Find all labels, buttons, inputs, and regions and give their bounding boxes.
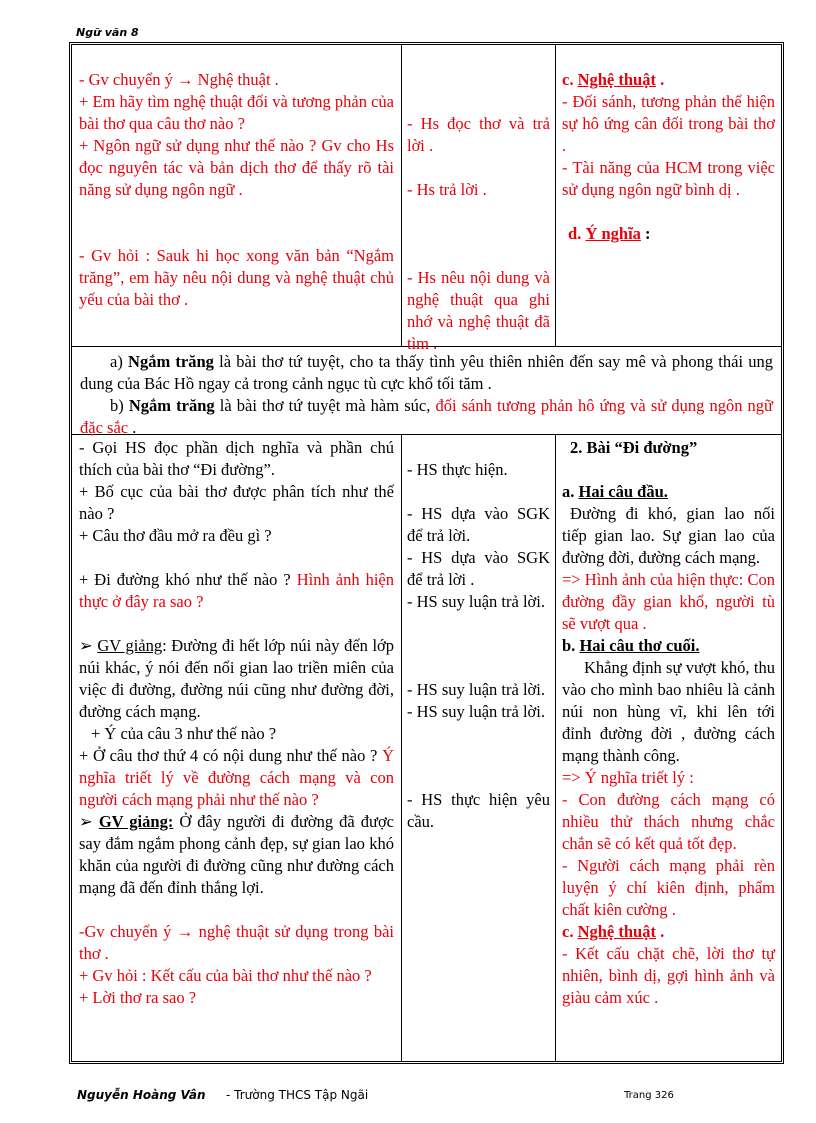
- text-line: => Hình ảnh của hiện thực: Con đường đầy gian khổ, người tù sẽ vượt qua .: [562, 570, 775, 633]
- text-line: + Ý của câu 3 như thế nào ?: [91, 724, 277, 743]
- text-line: - Con đường cách mạng có nhiều thử thách nhưng chắc chắn sẽ có kết quả tốt đẹp.: [562, 790, 775, 853]
- text-line: - Hs đọc thơ và trả lời .: [407, 114, 550, 155]
- summary-cell: [72, 347, 781, 437]
- text-line: + Câu thơ đầu mở ra đều gì ?: [79, 526, 272, 545]
- arrow-bullet-icon: ➢: [79, 812, 99, 831]
- text-line: + Ở câu thơ thứ 4 có nội dung như thế nào ? Ý nghĩa triết lý về đường cách mạng và con người cách mạng phải như thế nào ?: [79, 746, 394, 809]
- content-cell: [556, 435, 781, 1061]
- content-cell: [556, 45, 781, 346]
- text-line: - Người cách mạng phải rèn luyện ý chí kiên định, phẩm chất kiên cường .: [562, 856, 775, 919]
- footer-school: - Trường THCS Tập Ngãi: [226, 1088, 369, 1102]
- text-line: - HS suy luận trả lời.: [407, 702, 545, 721]
- section-heading: a. Hai câu đầu.: [562, 482, 668, 501]
- section-heading: c. Nghệ thuật .: [562, 70, 665, 89]
- text-line: - Hs nêu nội dung và nghệ thuật qua ghi nhớ và nghệ thuật đã tìm .: [407, 268, 550, 353]
- text-line: - HS dựa vào SGK để trả lời.: [407, 504, 550, 545]
- footer-page-number: Trang 326: [624, 1090, 674, 1101]
- section-heading: c. Nghệ thuật .: [562, 922, 665, 941]
- text-line: - Gv chuyển ý → Nghệ thuật .: [79, 70, 279, 89]
- text-line: - HS suy luận trả lời.: [407, 680, 545, 699]
- text-line: + Em hãy tìm nghệ thuật đối và tương phản của bài thơ qua câu thơ nào ?: [79, 92, 394, 133]
- text-line: + Đi đường khó như thế nào ? Hình ảnh hiện thực ở đây ra sao ?: [79, 570, 394, 611]
- text-line: - Gv hỏi : Sauk hi học xong văn bản “Ngắm trăng”, em hãy nêu nội dung và nghệ thuật chủ yếu của bài thơ .: [79, 246, 394, 309]
- text-line: - HS suy luận trả lời.: [407, 592, 545, 611]
- heading-title: Ý nghĩa: [585, 224, 641, 243]
- page-header: Ngữ văn 8: [76, 26, 139, 39]
- heading-label: c.: [562, 70, 574, 89]
- text-line: Khẳng định sự vượt khó, thu vào cho mình bao nhiêu là cảnh núi non hùng vĩ, khi lên tới đỉnh đường đời , đường cách mạng thành công.: [562, 658, 775, 765]
- text-line: + Bố cục của bài thơ được phân tích như thế nào ?: [79, 482, 394, 523]
- student-activity-cell: [402, 435, 556, 1061]
- lesson-table: [69, 42, 784, 1064]
- text-line: - HS thực hiện.: [407, 460, 508, 479]
- text-line: => Ý nghĩa triết lý :: [562, 768, 694, 787]
- heading-title: Nghệ thuật: [577, 70, 656, 89]
- text-line: - HS thực hiện yêu cầu.: [407, 790, 550, 831]
- section-heading: d. Ý nghĩa :: [568, 224, 651, 243]
- student-activity-cell: [402, 45, 556, 353]
- text-line: -Gv chuyển ý → nghệ thuật sử dụng trong bài thơ .: [79, 922, 394, 963]
- text-line: - Hs trả lời .: [407, 180, 487, 199]
- summary-a: a) Ngắm trăng là bài thơ tứ tuyệt, cho ta thấy tình yêu thiên nhiên đến say mê và phong thái ung dung của Bác Hồ ngay cả trong cảnh ngục tù cực khổ tối tăm .: [80, 352, 774, 393]
- teacher-activity-cell: [72, 435, 402, 1061]
- text-line: - Đối sánh, tương phản thể hiện sự hô ứng cân đối trong bài thơ .: [562, 92, 775, 155]
- section-heading: b. Hai câu thơ cuối.: [562, 636, 700, 655]
- table-row: [72, 45, 781, 353]
- section-title: 2. Bài “Đi đường”: [570, 438, 698, 457]
- text-line: - Gọi HS đọc phần dịch nghĩa và phần chú thích của bài thơ “Đi đường”.: [79, 438, 394, 479]
- text-line: + Ngôn ngữ sử dụng như thế nào ? Gv cho Hs đọc nguyên tác và bản dịch thơ để thấy rõ tài năng sử dụng ngôn ngữ .: [79, 136, 394, 199]
- heading-label: d.: [568, 224, 582, 243]
- text-line: - HS dựa vào SGK để trả lời .: [407, 548, 550, 589]
- summary-b: b) Ngắm trăng là bài thơ tứ tuyệt mà hàm súc, đối sánh tương phản hô ứng và sử dụng ngôn ngữ đặc sắc .: [80, 396, 773, 437]
- table-row: [72, 347, 781, 435]
- text-line: ➢ GV giảng: Đường đi hết lớp núi này đến lớp núi khác, ý nói đến nổi gian lao triền miên của việc đi đường, đường núi cũng như đường đời, đường cách mạng.: [79, 636, 394, 721]
- arrow-bullet-icon: ➢: [79, 636, 98, 655]
- text-line: + Gv hỏi : Kết cấu của bài thơ như thế nào ?: [79, 966, 372, 985]
- teacher-activity-cell: [72, 45, 402, 346]
- text-line: Đường đi khó, gian lao nối tiếp gian lao. Sự gian lao của đường đời, đường cách mạng.: [562, 504, 775, 567]
- table-row: [72, 435, 781, 1061]
- text-line: - Tài năng của HCM trong việc sử dụng ngôn ngữ bình dị .: [562, 158, 775, 199]
- text-line: ➢ GV giảng: Ở đây người đi đường đã được say đắm ngắm phong cảnh đẹp, sự gian lao khó khăn của người đi đường cũng như đường cách mạng đã đến đỉnh thắng lợi.: [79, 812, 394, 897]
- footer-author: Nguyễn Hoàng Vân: [77, 1088, 206, 1102]
- text-line: - Kết cấu chặt chẽ, lời thơ tự nhiên, bình dị, gợi hình ảnh và giàu cảm xúc .: [562, 944, 775, 1007]
- text-line: + Lời thơ ra sao ?: [79, 988, 197, 1007]
